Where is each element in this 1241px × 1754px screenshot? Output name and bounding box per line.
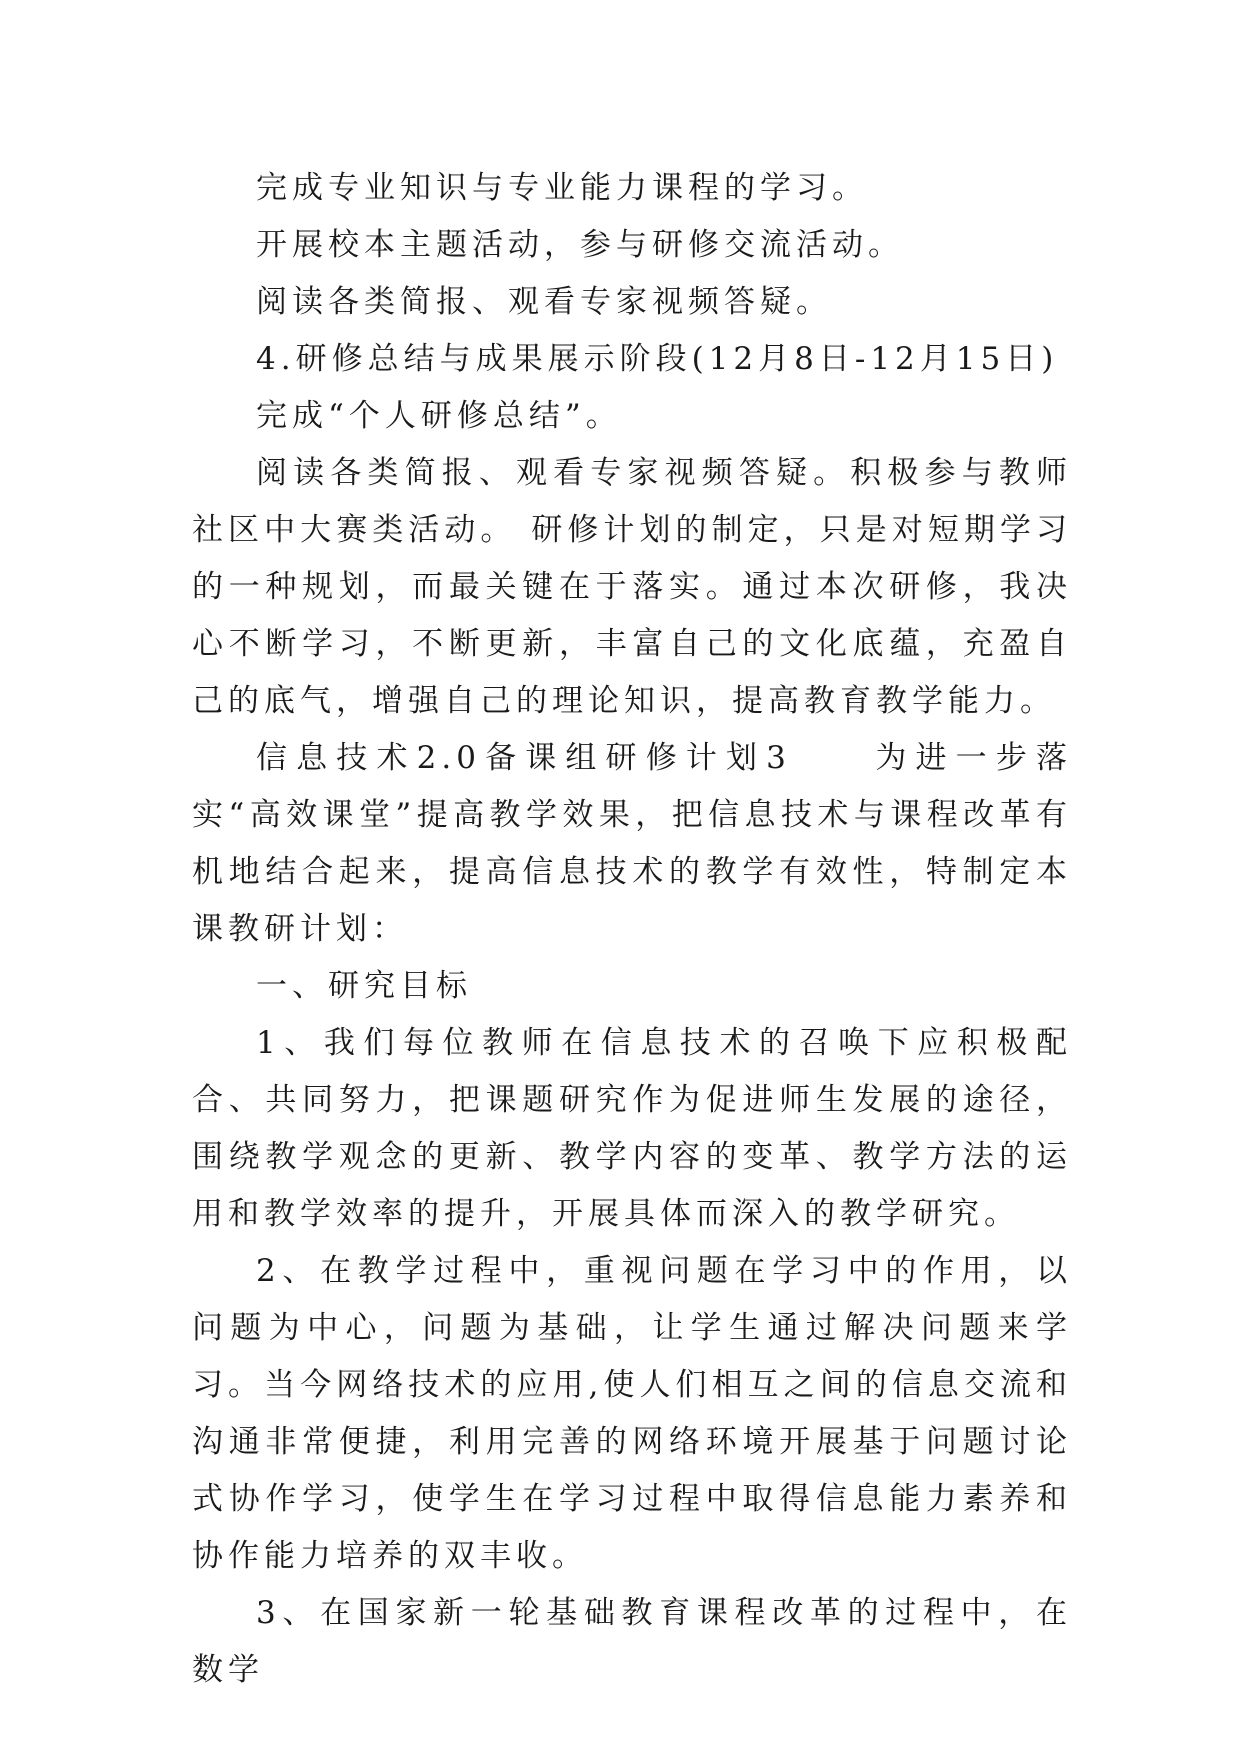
document-body — [192, 160, 1072, 1699]
paragraph: 阅读各类简报、观看专家视频答疑。 — [256, 284, 832, 320]
paragraph: 1、我们每位教师在信息技术的召唤下应积极配合、共同努力，把课题研究作为促进师生发展的途径，围绕教学观念的更新、教学内容的变革、教学方法的运用和教学效率的提升，开展具体而深入的教学研究。 — [192, 1025, 1072, 1232]
paragraph: 信息技术2.0备课组研修计划3 为进一步落实“高效课堂”提高教学效果，把信息技术与课程改革有机地结合起来，提高信息技术的教学有效性，特制定本课教研计划： — [192, 740, 1072, 947]
paragraph: 完成“个人研修总结”。 — [256, 398, 622, 434]
section-heading: 一、研究目标 — [256, 968, 472, 1004]
paragraph: 2、在教学过程中，重视问题在学习中的作用，以问题为中心，问题为基础，让学生通过解决问题来学习。当今网络技术的应用,使人们相互之间的信息交流和沟通非常便捷，利用完善的网络环境开展基于问题讨论式协作学习，使学生在学习过程中取得信息能力素养和协作能力培养的双丰收。 — [192, 1253, 1072, 1574]
paragraph: 开展校本主题活动，参与研修交流活动。 — [256, 227, 904, 263]
paragraph: 阅读各类简报、观看专家视频答疑。积极参与教师社区中大赛类活动。 研修计划的制定，只是对短期学习的一种规划，而最关键在于落实。通过本次研修，我决心不断学习，不断更新，丰富自己的文化底蕴，充盈自己的底气，增强自己的理论知识，提高教育教学能力。 — [192, 455, 1072, 719]
paragraph: 3、在国家新一轮基础教育课程改革的过程中，在数学 — [192, 1595, 1072, 1688]
section-heading: 4.研修总结与成果展示阶段(12月8日-12月15日) — [256, 341, 1059, 377]
paragraph: 完成专业知识与专业能力课程的学习。 — [256, 170, 868, 206]
